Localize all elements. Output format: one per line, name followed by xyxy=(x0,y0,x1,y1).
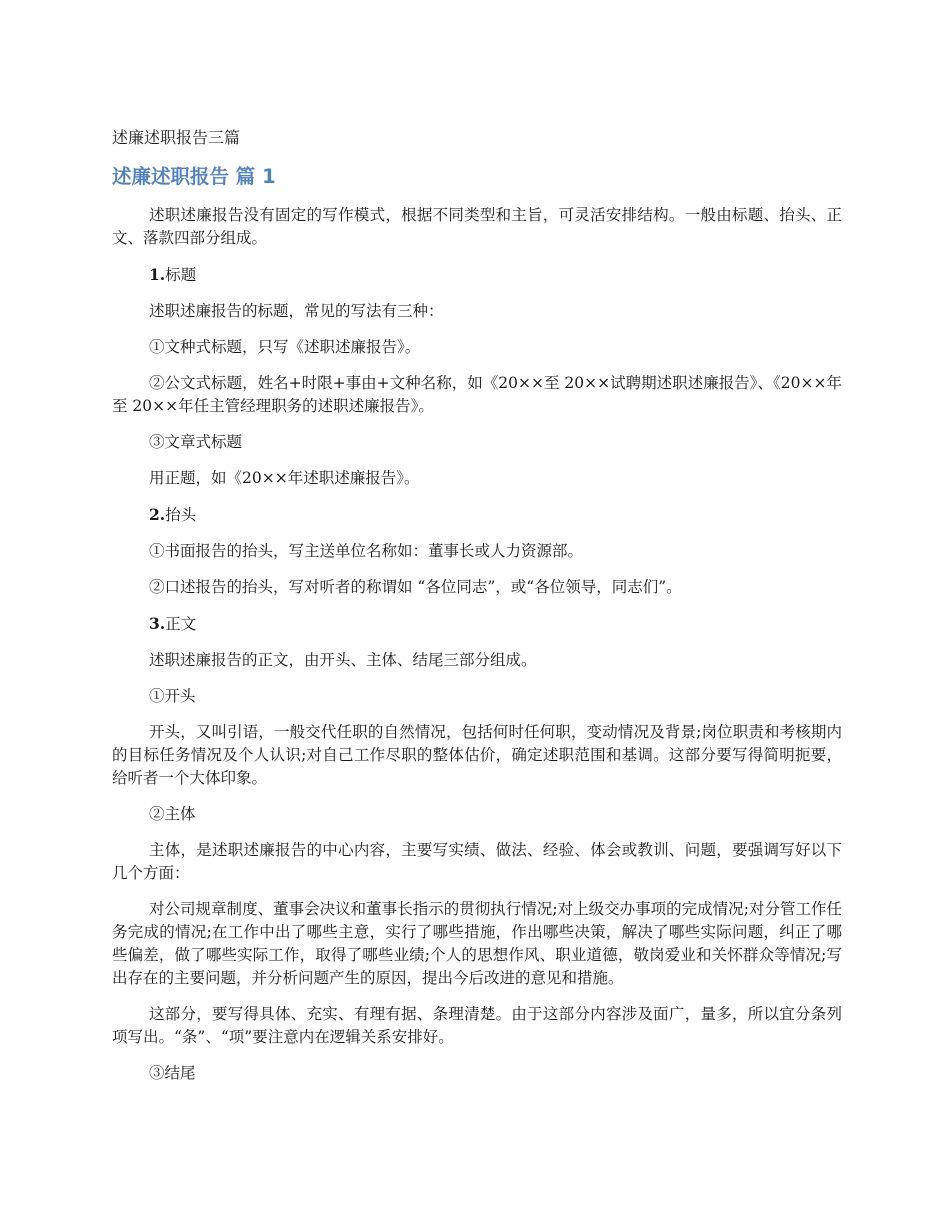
paragraph: 述职述廉报告没有固定的写作模式，根据不同类型和主旨，可灵活安排结构。一般由标题、抬头、正文、落款四部分组成。 xyxy=(112,206,842,247)
paragraph: 开头，又叫引语，一般交代任职的自然情况，包括何时任何职，变动情况及背景;岗位职责和考核期内的目标任务情况及个人认识;对自己工作尽职的整体估价，确定述职范围和基调。这部分要写得简明扼要，给听者一个大体印象。 xyxy=(112,723,842,787)
document-body xyxy=(112,204,842,1098)
paragraph: ②公文式标题，姓名+时限+事由+文种名称，如《20××至 20××试聘期述职述廉报告》、《20××年至 20××年任主管经理职务的述职述廉报告》。 xyxy=(112,374,842,415)
paragraph: ③文章式标题 xyxy=(149,433,243,451)
paragraph: 述职述廉报告的标题，常见的写法有三种： xyxy=(149,302,444,320)
paragraph: ②主体 xyxy=(149,805,196,823)
section-heading: 述廉述职报告 篇 1 xyxy=(112,165,276,188)
paragraph: 对公司规章制度、董事会决议和董事长指示的贯彻执行情况;对上级交办事项的完成情况;对分管工作任务完成的情况;在工作中出了哪些主意，实行了哪些措施，作出哪些决策，解决了哪些实际问题，纠正了哪些偏差，做了哪些实际工作，取得了哪些业绩;个人的思想作风、职业道德，敬岗爱业和关怀群众等情况;写出存在的主要问题，并分析问题产生的原因，提出今后改进的意见和措施。 xyxy=(112,900,842,987)
paragraph: ①开头 xyxy=(149,687,196,705)
paragraph: ③结尾 xyxy=(149,1064,196,1082)
paragraph: 用正题，如《20××年述职述廉报告》。 xyxy=(149,469,420,487)
subheading-body: 3.正文 xyxy=(149,614,197,633)
paragraph: ①文种式标题，只写《述职述廉报告》。 xyxy=(149,338,421,356)
subheading-header: 2.抬头 xyxy=(149,505,197,524)
paragraph: ①书面报告的抬头，写主送单位名称如：董事长或人力资源部。 xyxy=(149,542,584,560)
paragraph: 这部分，要写得具体、充实、有理有据、条理清楚。由于这部分内容涉及面广，量多，所以宜分条列项写出。“条”、“项”要注意内在逻辑关系安排好。 xyxy=(112,1005,842,1046)
paragraph: 主体，是述职述廉报告的中心内容，主要写实绩、做法、经验、体会或教训、问题，要强调写好以下几个方面： xyxy=(112,841,842,882)
paragraph: ②口述报告的抬头，写对听者的称谓如 “各位同志”，或“各位领导，同志们”。 xyxy=(149,578,682,596)
paragraph: 述职述廉报告的正文，由开头、主体、结尾三部分组成。 xyxy=(149,651,537,669)
document-title: 述廉述职报告三篇 xyxy=(112,128,241,147)
subheading-title: 1.标题 xyxy=(149,265,197,284)
